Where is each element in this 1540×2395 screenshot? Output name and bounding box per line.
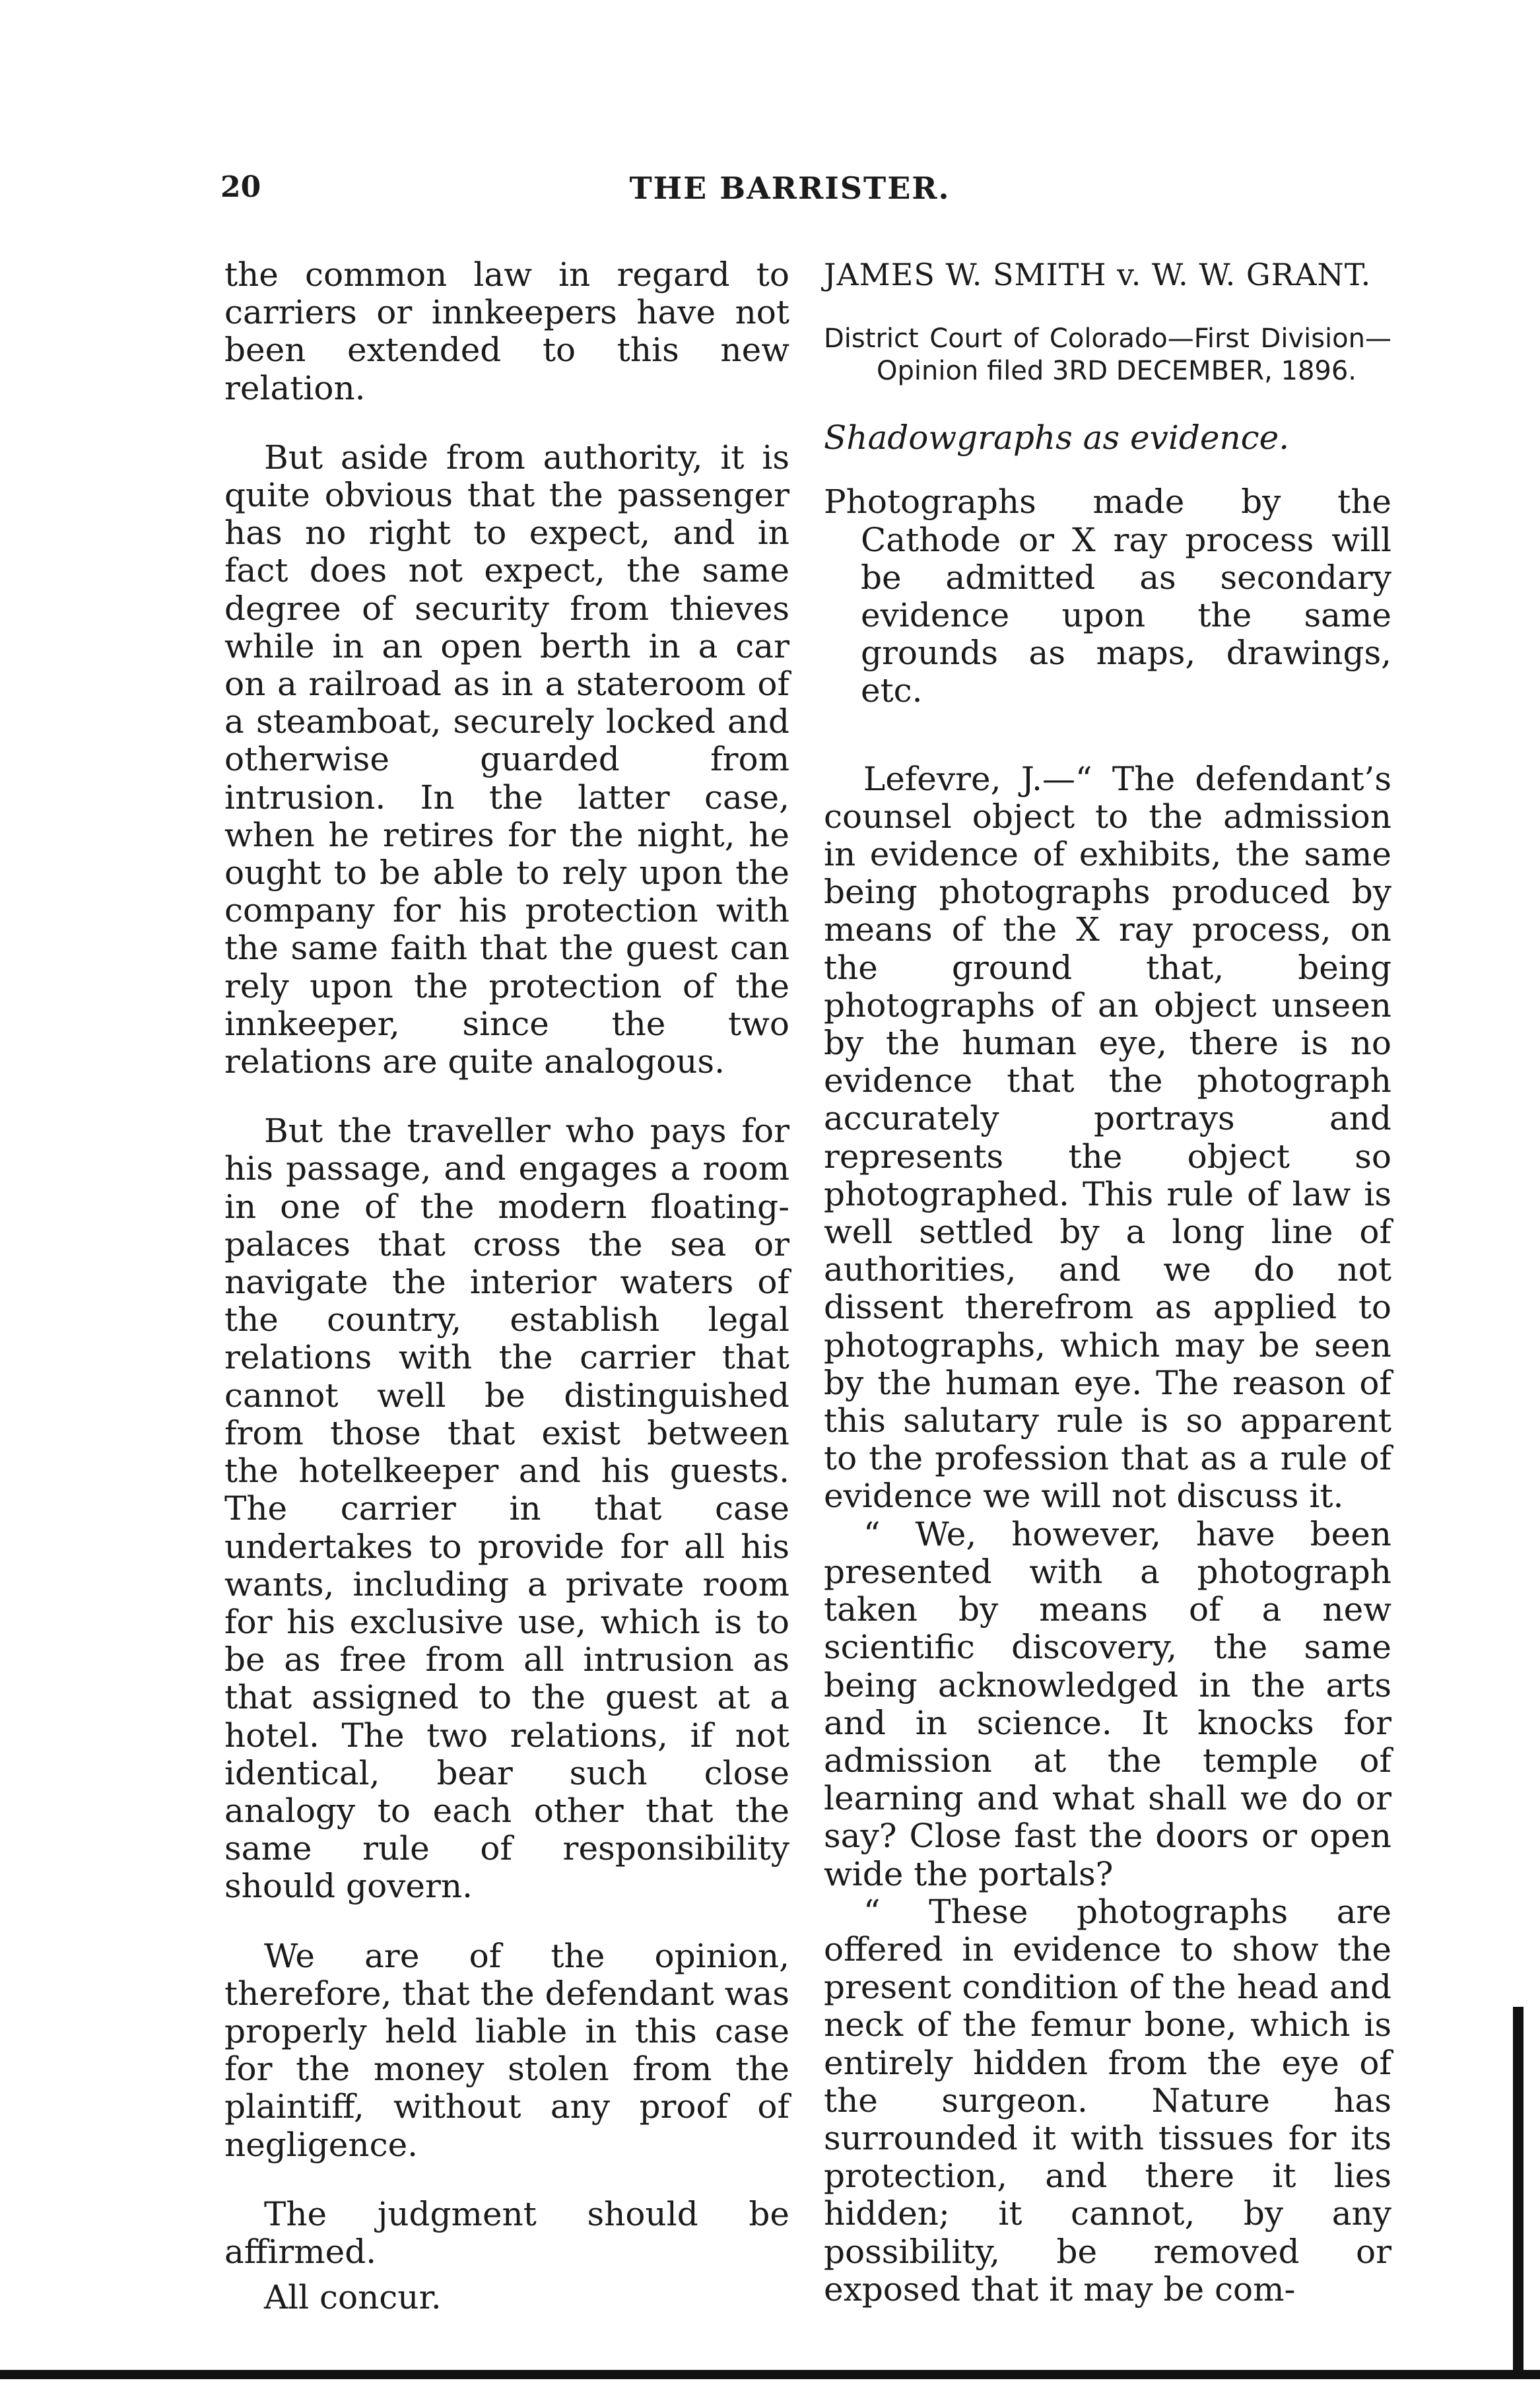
page-edge-right [1513,2007,1523,2377]
court-line: District Court of Colorado—First Division—Opinion filed 3RD DECEMBER, 1896. [824,323,1391,387]
case-title: JAMES W. SMITH v. W. W. GRANT. [824,257,1372,292]
concur-line: All concur. [264,2278,442,2317]
paragraph: But aside from authority, it is quite obvious that the passenger has no right to expect, and in fact does not expect, the same degree of security from thieves while in an open berth in a car on a railroad as in a stateroom of a steamboat, securely locked and otherwise guarded from intrusion. In the latter case, when he retires for the night, he ought to be able to rely upon the company for his protection with the same faith that the guest can rely upon the protection of the innkeeper, since the two relations are quite analogous. [224,438,789,1081]
paragraph: But the traveller who pays for his passage, and engages a room in one of the modern floating-palaces that cross the sea or navigate the interior waters of the country, establish legal relations with the carrier that cannot well be distinguished from those that exist between the hotelkeeper and his guests. The carrier in that case undertakes to provide for all his wants, including a private room for his exclusive use, which is to be as free from all intrusion as that assigned to the guest at a hotel. The two relations, if not identical, bear such close analogy to each other that the same rule of responsibility should govern. [224,1112,789,1906]
left-column [224,256,789,2316]
paragraph: the common law in regard to carriers or innkeepers have not been extended to this new relation. [224,255,789,407]
judgment-line: The judgment should be affirmed. [224,2194,789,2271]
running-title: THE BARRISTER. [629,170,951,206]
paragraph: “ We, however, have been presented with a photograph taken by means of a new scientific discovery, the same being acknowledged in the arts and in science. It knocks for admission at the temple of learning and what shall we do or say? Close fast the doors or open wide the portals? [824,1514,1391,1893]
page-number: 20 [220,170,261,204]
paragraph: Lefevre, J.—“ The defendant’s counsel object to the admission in evidence of exhibits, the same being photographs produced by means of the X ray process, on the ground that, being photographs of an object unseen by the human eye, there is no evidence that the photograph accurately portrays and represents the object so photographed. This rule of law is well settled by a long line of authorities, and we do not dissent therefrom as applied to photographs, which may be seen by the human eye. The reason of this salutary rule is so apparent to the profession that as a rule of evidence we will not discuss it. [824,759,1391,1516]
right-column [824,256,1391,2309]
headnote: Photographs made by the Cathode or X ray process will be admitted as secondary evidence upon the same grounds as maps, drawings, etc. [824,483,1391,710]
headnote-title: Shadowgraphs as evidence. [824,419,1290,457]
page-edge-bottom [0,2370,1540,2379]
paragraph: “ These photographs are offered in evidence to show the present condition of the head and neck of the femur bone, which is entirely hidden from the eye of the surgeon. Nature has surrounded it with tissues for its protection, and there it lies hidden; it cannot, by any possibility, be removed or exposed that it may be com- [824,1892,1391,2309]
paragraph: We are of the opinion, therefore, that the defendant was properly held liable in this case for the money stolen from the plaintiff, without any proof of negligence. [224,1936,789,2164]
